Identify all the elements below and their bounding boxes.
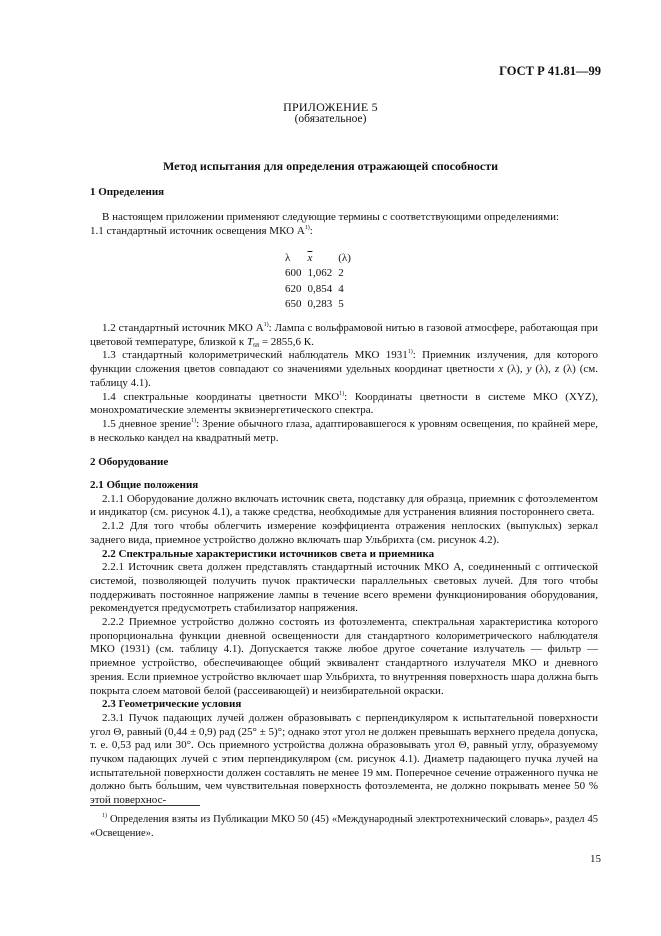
paragraph-2-1-2: 2.1.2 Для того чтобы облегчить измерение коэффициента отражения неплоских (выпуклых) зеркал заднего вида, приемное устройство должно включать шар Ульбрихта (см. рисунок 4.2). (90, 520, 598, 546)
paragraph-2-2-2: 2.2.2 Приемное устройство должно состоять из фотоэлемента, спектральная характеристика которого пропорциональна функции дневной освещенности для стандартного колориметрического наблюдателя МКО (1931) (см. таблицу 4.1). Допускается также любое другое сочетание излучатель — фильтр — приемное устройство, обеспечивающее общий эквивалент стандартного излучателя МКО и дневного зрения. Если приемное устройство включает шар Ульбрихта, то внутренняя поверхность шара должна быть покрыта слоем матовой белой (рассеивающей) и неизбирательной окраски. (90, 616, 598, 697)
subsection-2-1-heading: 2.1 Общие положения (90, 479, 199, 491)
table-row: 600 1,062 2 (285, 267, 344, 280)
table-header-lambda: λ (285, 251, 291, 264)
document-title: Метод испытания для определения отражающей способности (162, 159, 499, 173)
standard-code-header: ГОСТ Р 41.81—99 (499, 64, 601, 78)
table-row: 650 0,283 5 (285, 298, 344, 311)
table-header-row (282, 250, 354, 266)
definition-1-4: 1.4 спектральные координаты цветности МКО$^{1)}$: Координаты цветности в системе МКО (XYZ), монохроматические элементы эквиэнергетического спектра. (90, 390, 598, 417)
appendix-label: ПРИЛОЖЕНИЕ 5 (283, 100, 378, 114)
spectral-table (282, 250, 354, 312)
definition-1-2: 1.2 стандартный источник МКО $А^{1)}$: Лампа с вольфрамовой нитью в газовой атмосфере, работающая при цветовой температуре, близкой к $T_{68} = 2855,6$ К. (90, 322, 598, 349)
subsection-2-2-heading: 2.2 Спектральные характеристики источников света и приемника (102, 547, 435, 560)
definitions-block (90, 322, 598, 445)
section-2-heading: 2 Оборудование (90, 456, 169, 468)
footnote-mark: 1) (102, 813, 107, 819)
paragraph-2-2-1: 2.2.1 Источник света должен представлять стандартный источник МКО А, соединенный с оптической системой, позволяющей получить пучок практически параллельных световых лучей. Для того чтобы поддерживать постоянное напряжение лампы в течение всего времени функционирования оборудования, рекомендуется предусмотреть стабилизатор напряжения. (90, 561, 598, 615)
table-header-xbar: $\overline{x}$ (307, 251, 313, 264)
page-number: 15 (590, 853, 601, 865)
section-1-heading: 1 Определения (90, 186, 165, 198)
paragraph-2-3-1: 2.3.1 Пучок падающих лучей должен образовывать с перпендикуляром к испытательной поверхности угол Θ, равный (0,44 ± 0,9) рад (25° ± 5)°; однако этот угол не должен превышать верхнего предела допуска, т. е. 0,53 рад или 30°. Ось приемного устройства должна образовывать угол Θ, равный углу, образуемому пучком падающих лучей с этим перпендикуляром (см. рисунок 4.1). Диаметр падающего пучка лучей на испытательной поверхности должен составлять не менее 19 мм. Поперечное сечение отраженного пучка не должно быть бо́льшим, чем чувствительная поверхность фотоэлемента, не должно покрывать менее 50 % этой поверхнос- (90, 711, 598, 807)
definition-1-3: 1.3 стандартный колориметрический наблюдатель МКО 1931$^{1)}$: Приемник излучения, для которого функции сложения цветов совпадают со значениями удельных координат цветности x (λ), y (λ), z (λ) (см. таблицу 4.1). (90, 349, 598, 389)
subsection-2-3-heading: 2.3 Геометрические условия (102, 698, 242, 711)
definition-1-1: 1.1 стандартный источник освещения МКО $А^{1)}$: (90, 224, 313, 237)
definition-1-5: 1.5 дневное зрение$^{1)}$: Зрение обычного глаза, адаптировавшегося к уровням освещения, по крайней мере, в несколько кандел на квадратный метр. (90, 417, 598, 444)
footnote-separator (90, 805, 200, 806)
footnote (90, 813, 598, 840)
section-2-block (90, 479, 598, 808)
footnote-text: Определения взяты из Публикации МКО 50 (45) «Международный электротехнический словарь», раздел 45 «Освещение». (90, 814, 598, 839)
section-1-intro-block (90, 211, 598, 238)
table-header-lambda-par: (λ) (338, 251, 351, 264)
appendix-type: (обязательное) (294, 113, 367, 125)
section-1-intro: В настоящем приложении применяют следующие термины с соответствующими определениями: (102, 211, 560, 223)
table-row: 620 0,854 4 (285, 282, 344, 295)
paragraph-2-1-1: 2.1.1 Оборудование должно включать источник света, подставку для образца, приемник с фотоэлементом и индикатор (см. рисунок 4.1), а также средства, необходимые для устранения влияния постороннего света. (90, 492, 598, 519)
